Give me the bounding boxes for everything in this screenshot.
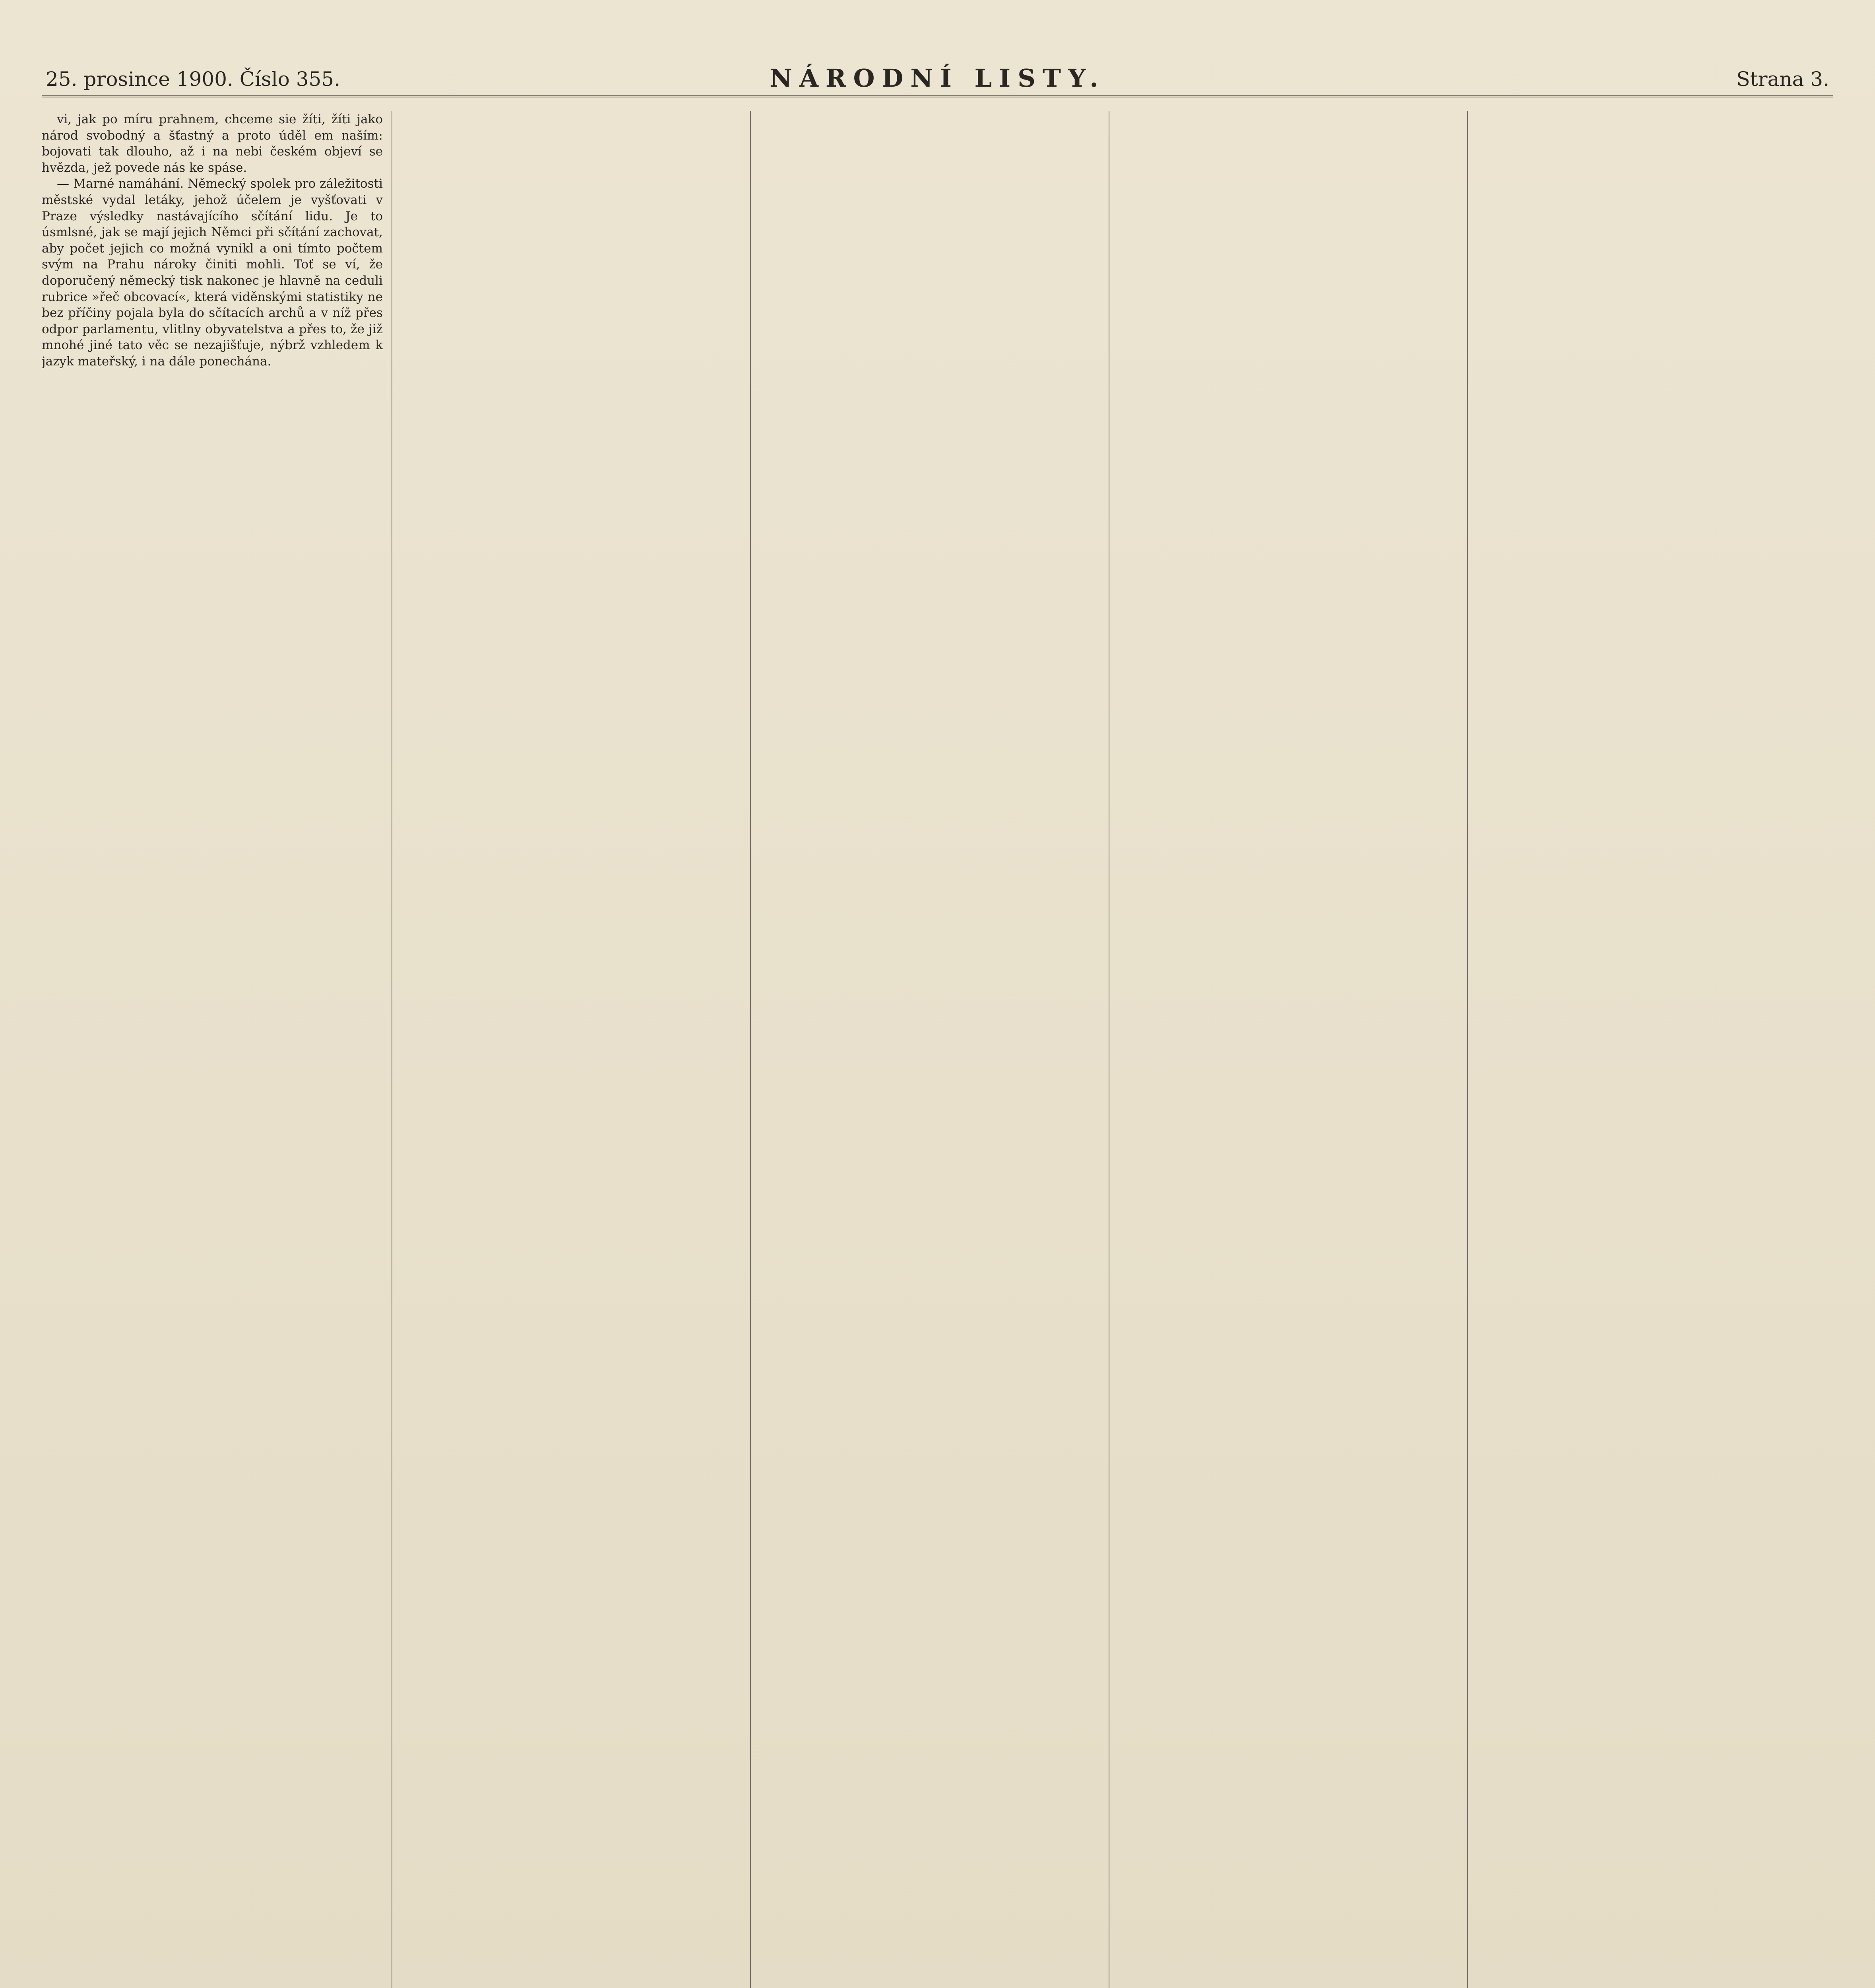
masthead-title: NÁRODNÍ LISTY. bbox=[770, 64, 1105, 93]
column-divider bbox=[1467, 111, 1468, 1988]
article-paragraph: — Marné namáhání. Německý spolek pro záležitosti městské vydal letáky, jehož účelem je vyšťovati v Praze výsledky nastávajícího sčítání lidu. Je to úsmlsné, jak se mají jejich Němci při sčítání zachovat, aby počet jejich co možná vynikl a oni tímto počtem svým na Prahu nároky činiti mohli. Toť se ví, že doporučený německý tisk nakonec je hlavně na ceduli rubrice »řeč obcovací«, která viděnskými statistiky ne bez příčiny pojala byla do sčítacích archů a v níž přes odpor parlamentu, vlitlny obyvatelstva a přes to, že již mnohé jiné tato věc se nezajišťuje, nýbrž vzhledem k jazyk mateřský, i na dále ponechána. bbox=[42, 177, 383, 369]
column-2 bbox=[400, 111, 741, 1988]
issue-date: 25. prosince 1900. Číslo 355. bbox=[46, 68, 341, 91]
column-divider bbox=[750, 111, 751, 1988]
column-1 bbox=[42, 111, 383, 1988]
column-3 bbox=[759, 111, 1100, 1988]
column-4 bbox=[1117, 111, 1458, 1988]
article-paragraph: vi, jak po míru prahnem, chceme sie žíti, žíti jako národ svobodný a šťastný a proto úděl em naším: bojovati tak dlouho, až i na nebi českém objeví se hvězda, jež povede nás ke spáse. bbox=[42, 112, 383, 175]
page-number: Strana 3. bbox=[1736, 68, 1829, 91]
page-header bbox=[42, 60, 1833, 97]
column-5 bbox=[1476, 111, 1834, 1988]
article-columns bbox=[42, 111, 1834, 1988]
